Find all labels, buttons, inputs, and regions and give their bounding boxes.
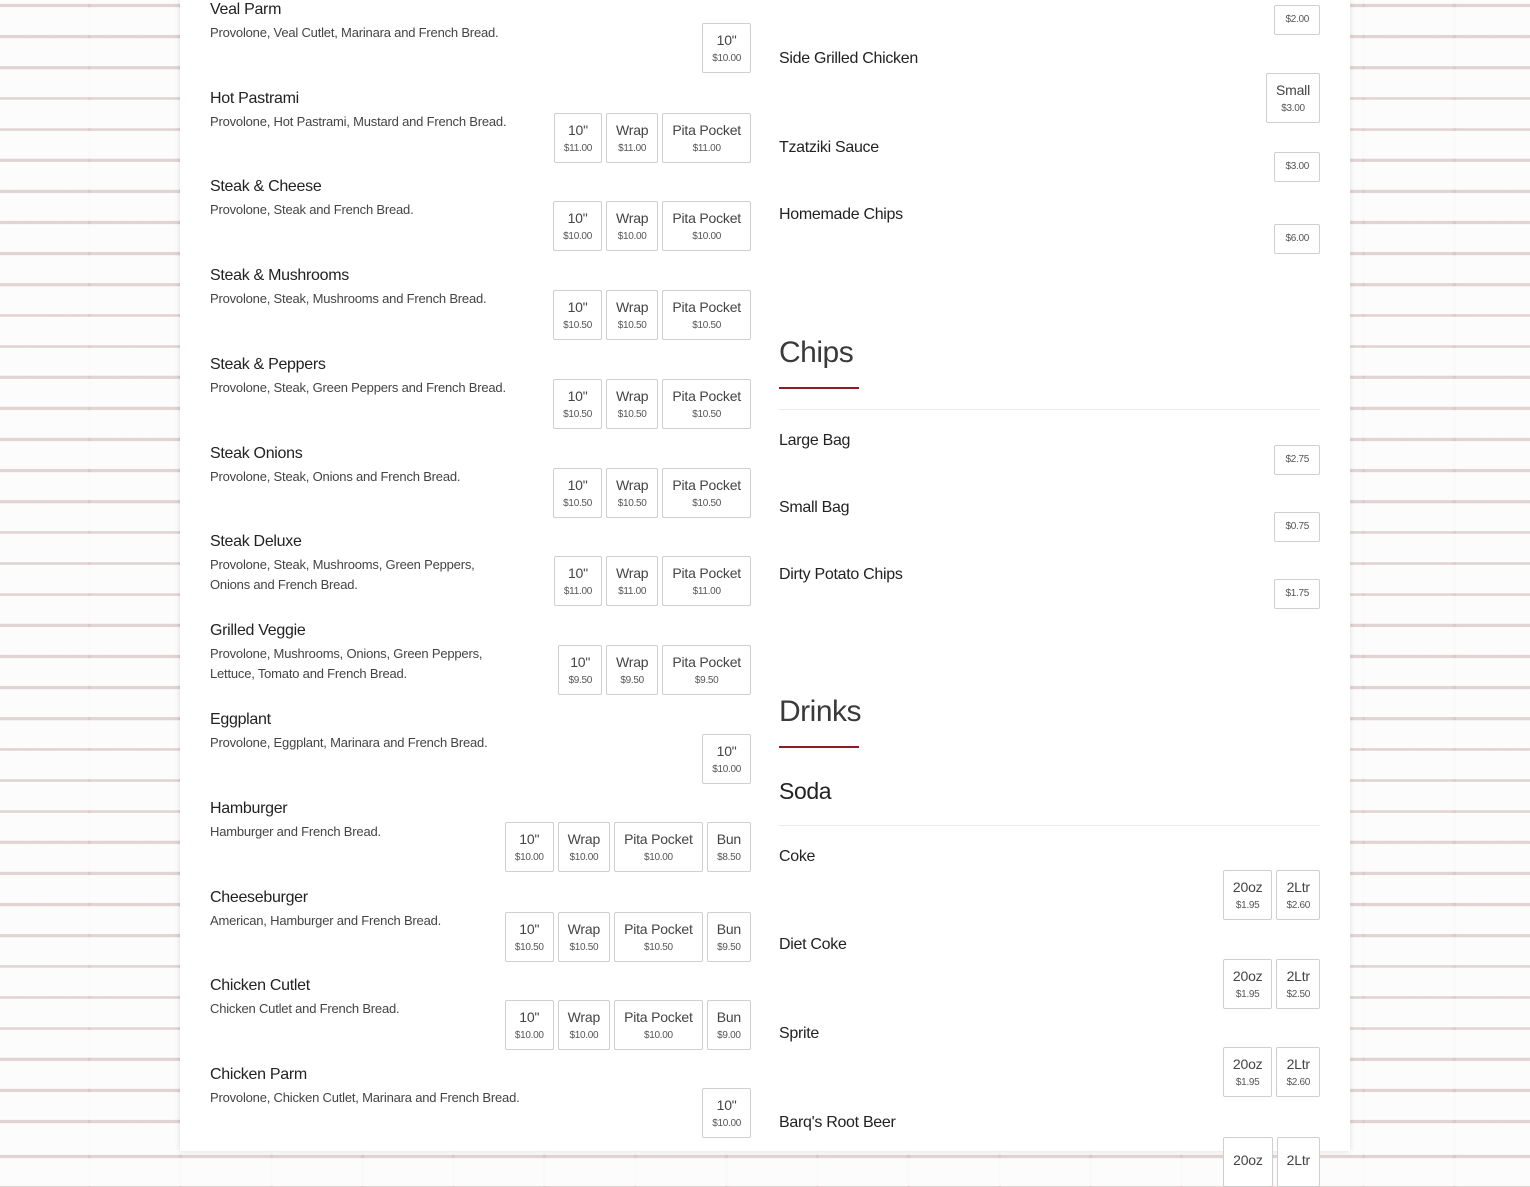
price-option-button[interactable] bbox=[1274, 512, 1320, 542]
size-label: Wrap bbox=[615, 209, 649, 226]
price-option-button[interactable] bbox=[614, 1000, 703, 1050]
section-divider bbox=[779, 825, 1320, 826]
price-label: $1.95 bbox=[1235, 988, 1260, 1000]
size-label: Wrap bbox=[567, 830, 601, 847]
item-name: Eggplant bbox=[210, 711, 271, 728]
price-label: $0.75 bbox=[1285, 521, 1309, 532]
price-option-button[interactable] bbox=[662, 201, 751, 251]
price-label: $9.50 bbox=[717, 941, 741, 953]
price-option-button[interactable] bbox=[606, 468, 658, 518]
size-label: Wrap bbox=[567, 1008, 601, 1025]
item-description: Provolone, Mushrooms, Onions, Green Peppers, Lettuce, Tomato and French Bread. bbox=[210, 646, 483, 681]
section-underline bbox=[779, 387, 859, 389]
price-option-button[interactable] bbox=[606, 113, 658, 163]
size-label: 10" bbox=[570, 653, 591, 670]
section-divider bbox=[779, 409, 1320, 410]
price-option-button[interactable] bbox=[1223, 870, 1273, 920]
price-option-button[interactable] bbox=[606, 645, 658, 695]
price-label: $10.00 bbox=[712, 763, 741, 775]
price-options bbox=[505, 1000, 751, 1050]
price-option-button[interactable] bbox=[662, 379, 751, 429]
price-option-button[interactable] bbox=[662, 290, 751, 340]
size-label: Pita Pocket bbox=[672, 121, 741, 138]
price-options bbox=[1266, 73, 1320, 123]
price-label: $10.00 bbox=[617, 230, 647, 242]
size-label: Pita Pocket bbox=[672, 476, 741, 493]
size-label: 20oz bbox=[1232, 1055, 1263, 1072]
size-label: 10" bbox=[567, 209, 588, 226]
item-description: Chicken Cutlet and French Bread. bbox=[210, 1001, 400, 1016]
price-label: $2.00 bbox=[1285, 14, 1309, 25]
price-label: $9.50 bbox=[568, 674, 592, 686]
price-option-button[interactable] bbox=[702, 734, 751, 784]
price-option-button[interactable] bbox=[1274, 152, 1320, 182]
price-option-button[interactable] bbox=[553, 468, 602, 518]
price-label: $11.00 bbox=[563, 142, 592, 154]
price-options bbox=[558, 645, 751, 695]
price-option-button[interactable] bbox=[558, 822, 610, 872]
menu-panel bbox=[180, 0, 1350, 1168]
price-label: $9.00 bbox=[717, 1029, 741, 1041]
item-name: Steak & Cheese bbox=[210, 178, 322, 195]
price-options bbox=[553, 201, 751, 251]
price-option-button[interactable] bbox=[662, 645, 751, 695]
price-label: $6.00 bbox=[1285, 233, 1309, 244]
price-option-button[interactable] bbox=[662, 113, 751, 163]
price-option-button[interactable] bbox=[558, 645, 602, 695]
price-label: $1.95 bbox=[1235, 899, 1260, 911]
size-label: Wrap bbox=[615, 387, 649, 404]
price-label: $10.50 bbox=[643, 941, 673, 953]
price-option-button[interactable] bbox=[553, 201, 602, 251]
price-options bbox=[554, 113, 751, 163]
item-description: American, Hamburger and French Bread. bbox=[210, 913, 442, 928]
size-label: 10" bbox=[567, 298, 588, 315]
price-label: $10.00 bbox=[514, 851, 544, 863]
price-label: $11.00 bbox=[618, 585, 647, 597]
price-options bbox=[1274, 445, 1320, 475]
price-label: $2.60 bbox=[1286, 1076, 1310, 1088]
price-label: $10.00 bbox=[569, 851, 599, 863]
price-option-button[interactable] bbox=[505, 912, 554, 962]
price-option-button[interactable] bbox=[662, 556, 751, 606]
price-label: $10.50 bbox=[692, 497, 722, 509]
price-option-button[interactable] bbox=[1274, 224, 1320, 254]
price-option-button[interactable] bbox=[1223, 1047, 1273, 1097]
size-label: 10" bbox=[519, 830, 540, 847]
size-label: Small bbox=[1275, 81, 1310, 98]
size-label: Pita Pocket bbox=[624, 830, 693, 847]
price-option-button[interactable] bbox=[614, 912, 703, 962]
price-label: $3.00 bbox=[1281, 102, 1305, 114]
subsection-title-soda: Soda bbox=[779, 778, 832, 804]
price-option-button[interactable] bbox=[614, 822, 703, 872]
price-options bbox=[1274, 579, 1320, 609]
price-label: $10.50 bbox=[569, 941, 599, 953]
price-label: $10.50 bbox=[617, 408, 647, 420]
price-option-button[interactable] bbox=[558, 1000, 610, 1050]
item-name: Steak Deluxe bbox=[210, 533, 302, 550]
item-description: Provolone, Steak, Mushrooms and French Bread. bbox=[210, 291, 487, 306]
item-name: Steak Onions bbox=[210, 445, 303, 462]
price-option-button[interactable] bbox=[505, 1000, 554, 1050]
size-label: Pita Pocket bbox=[624, 920, 693, 937]
item-name: Steak & Mushrooms bbox=[210, 267, 349, 284]
item-name: Chicken Parm bbox=[210, 1066, 307, 1083]
price-option-button[interactable] bbox=[554, 113, 602, 163]
price-label: $10.00 bbox=[712, 52, 741, 64]
section-underline bbox=[779, 746, 859, 748]
item-description: Provolone, Steak, Mushrooms, Green Peppers, Onions and French Bread. bbox=[210, 557, 475, 592]
size-label: Bun bbox=[716, 1008, 741, 1025]
price-option-button[interactable] bbox=[702, 1088, 751, 1138]
price-label: $11.00 bbox=[618, 142, 647, 154]
item-name: Hot Pastrami bbox=[210, 90, 299, 107]
size-label: 10" bbox=[567, 476, 588, 493]
item-name: Sprite bbox=[779, 1025, 819, 1042]
item-description: Provolone, Veal Cutlet, Marinara and French Bread. bbox=[210, 25, 499, 40]
price-options bbox=[1274, 512, 1320, 542]
size-label: Pita Pocket bbox=[672, 209, 741, 226]
price-label: $1.95 bbox=[1235, 1076, 1260, 1088]
price-options bbox=[1223, 1047, 1320, 1097]
price-options bbox=[1274, 152, 1320, 182]
size-label: Pita Pocket bbox=[672, 298, 741, 315]
item-description: Provolone, Steak, Onions and French Bread. bbox=[210, 469, 461, 484]
price-option-button[interactable] bbox=[707, 822, 751, 872]
price-option-button[interactable] bbox=[1276, 1047, 1320, 1097]
price-option-button[interactable] bbox=[606, 290, 658, 340]
price-label: $2.75 bbox=[1285, 454, 1309, 465]
item-name: Small Bag bbox=[779, 499, 850, 516]
price-label: $10.50 bbox=[692, 408, 722, 420]
price-label: $10.50 bbox=[563, 408, 592, 420]
price-options bbox=[1274, 224, 1320, 254]
size-label: Wrap bbox=[615, 298, 649, 315]
size-label: 2Ltr bbox=[1286, 1151, 1310, 1168]
price-option-button[interactable] bbox=[1223, 959, 1273, 1009]
item-name: Dirty Potato Chips bbox=[779, 566, 903, 583]
item-name: Diet Coke bbox=[779, 936, 847, 953]
size-label: Pita Pocket bbox=[672, 653, 741, 670]
price-label: $10.00 bbox=[514, 1029, 544, 1041]
price-label: $10.00 bbox=[712, 1117, 741, 1129]
item-name: Tzatziki Sauce bbox=[779, 139, 879, 156]
size-label: 10" bbox=[519, 1008, 540, 1025]
price-options bbox=[553, 379, 751, 429]
size-label: 10" bbox=[567, 564, 588, 581]
size-label: 2Ltr bbox=[1286, 878, 1310, 895]
price-option-button[interactable] bbox=[707, 1000, 751, 1050]
size-label: 10" bbox=[716, 31, 737, 48]
price-label: $1.75 bbox=[1285, 588, 1309, 599]
price-options bbox=[505, 822, 751, 872]
price-option-button[interactable] bbox=[702, 23, 751, 73]
price-option-button[interactable] bbox=[606, 379, 658, 429]
price-option-button[interactable] bbox=[1276, 959, 1320, 1009]
price-label: $11.00 bbox=[692, 585, 721, 597]
price-label: $10.50 bbox=[563, 319, 592, 331]
section-title-chips: Chips bbox=[779, 336, 854, 369]
price-option-button[interactable] bbox=[606, 201, 658, 251]
price-option-button[interactable] bbox=[1223, 1137, 1273, 1187]
price-label: $10.50 bbox=[692, 319, 722, 331]
price-option-button[interactable] bbox=[558, 912, 610, 962]
size-label: Pita Pocket bbox=[672, 387, 741, 404]
price-options bbox=[1274, 5, 1320, 35]
price-option-button[interactable] bbox=[707, 912, 751, 962]
price-option-button[interactable] bbox=[606, 556, 658, 606]
size-label: Pita Pocket bbox=[672, 564, 741, 581]
size-label: Wrap bbox=[567, 920, 601, 937]
size-label: 2Ltr bbox=[1286, 1055, 1310, 1072]
size-label: 20oz bbox=[1232, 967, 1263, 984]
price-option-button[interactable] bbox=[1274, 5, 1320, 35]
price-label: $2.60 bbox=[1286, 899, 1310, 911]
price-options bbox=[1223, 959, 1320, 1009]
price-options bbox=[554, 556, 751, 606]
price-option-button[interactable] bbox=[1274, 445, 1320, 475]
price-label: $9.50 bbox=[694, 674, 719, 686]
price-option-button[interactable] bbox=[553, 290, 602, 340]
price-options bbox=[553, 468, 751, 518]
price-option-button[interactable] bbox=[1277, 1137, 1320, 1187]
size-label: 20oz bbox=[1233, 1151, 1263, 1168]
item-name: Cheeseburger bbox=[210, 889, 308, 906]
item-name: Large Bag bbox=[779, 432, 851, 449]
price-label: $10.50 bbox=[617, 319, 647, 331]
price-label: $10.50 bbox=[514, 941, 544, 953]
price-label: $10.50 bbox=[617, 497, 647, 509]
price-label: $11.00 bbox=[692, 142, 721, 154]
size-label: 20oz bbox=[1232, 878, 1263, 895]
size-label: Wrap bbox=[615, 564, 649, 581]
size-label: 10" bbox=[519, 920, 540, 937]
price-options bbox=[505, 912, 751, 962]
size-label: Wrap bbox=[615, 121, 649, 138]
price-label: $10.00 bbox=[569, 1029, 599, 1041]
item-description: Provolone, Hot Pastrami, Mustard and French Bread. bbox=[210, 114, 507, 129]
item-name: Homemade Chips bbox=[779, 206, 903, 223]
item-name: Steak & Peppers bbox=[210, 356, 326, 373]
item-description: Provolone, Steak, Green Peppers and French Bread. bbox=[210, 380, 506, 395]
size-label: 2Ltr bbox=[1286, 967, 1310, 984]
item-description: Provolone, Chicken Cutlet, Marinara and French Bread. bbox=[210, 1090, 520, 1105]
price-option-button[interactable] bbox=[505, 822, 554, 872]
item-name: Grilled Veggie bbox=[210, 622, 306, 639]
price-option-button[interactable] bbox=[553, 379, 602, 429]
price-option-button[interactable] bbox=[554, 556, 602, 606]
price-label: $2.50 bbox=[1286, 988, 1310, 1000]
item-name: Chicken Cutlet bbox=[210, 977, 310, 994]
price-label: $10.00 bbox=[643, 1029, 673, 1041]
item-description: Hamburger and French Bread. bbox=[210, 824, 381, 839]
item-name: Side Grilled Chicken bbox=[779, 50, 918, 67]
price-label: $10.00 bbox=[643, 851, 673, 863]
price-option-button[interactable] bbox=[1276, 870, 1320, 920]
item-name: Hamburger bbox=[210, 800, 288, 817]
price-option-button[interactable] bbox=[662, 468, 751, 518]
size-label: 10" bbox=[567, 387, 588, 404]
size-label: 10" bbox=[716, 1096, 737, 1113]
price-label: $10.50 bbox=[563, 497, 592, 509]
size-label: 10" bbox=[716, 742, 737, 759]
item-description: Provolone, Eggplant, Marinara and French Bread. bbox=[210, 735, 488, 750]
price-option-button[interactable] bbox=[1274, 579, 1320, 609]
size-label: Bun bbox=[716, 830, 741, 847]
price-label: $8.50 bbox=[717, 851, 741, 863]
price-label: $9.50 bbox=[620, 674, 644, 686]
price-label: $10.00 bbox=[563, 230, 592, 242]
price-options bbox=[1223, 1137, 1320, 1187]
item-name: Barq's Root Beer bbox=[779, 1114, 896, 1131]
price-options bbox=[702, 1088, 751, 1138]
price-option-button[interactable] bbox=[1266, 73, 1320, 123]
section-title-drinks: Drinks bbox=[779, 695, 862, 728]
size-label: Pita Pocket bbox=[624, 1008, 693, 1025]
price-label: $11.00 bbox=[563, 585, 592, 597]
size-label: Wrap bbox=[615, 653, 649, 670]
price-label: $3.00 bbox=[1285, 161, 1309, 172]
price-options bbox=[1223, 870, 1320, 920]
price-options bbox=[702, 734, 751, 784]
price-options bbox=[553, 290, 751, 340]
price-label: $10.00 bbox=[692, 230, 722, 242]
item-description: Provolone, Steak and French Bread. bbox=[210, 202, 414, 217]
size-label: 10" bbox=[567, 121, 588, 138]
size-label: Bun bbox=[716, 920, 741, 937]
size-label: Wrap bbox=[615, 476, 649, 493]
price-options bbox=[702, 23, 751, 73]
item-name: Veal Parm bbox=[210, 1, 282, 18]
item-name: Coke bbox=[779, 848, 816, 865]
